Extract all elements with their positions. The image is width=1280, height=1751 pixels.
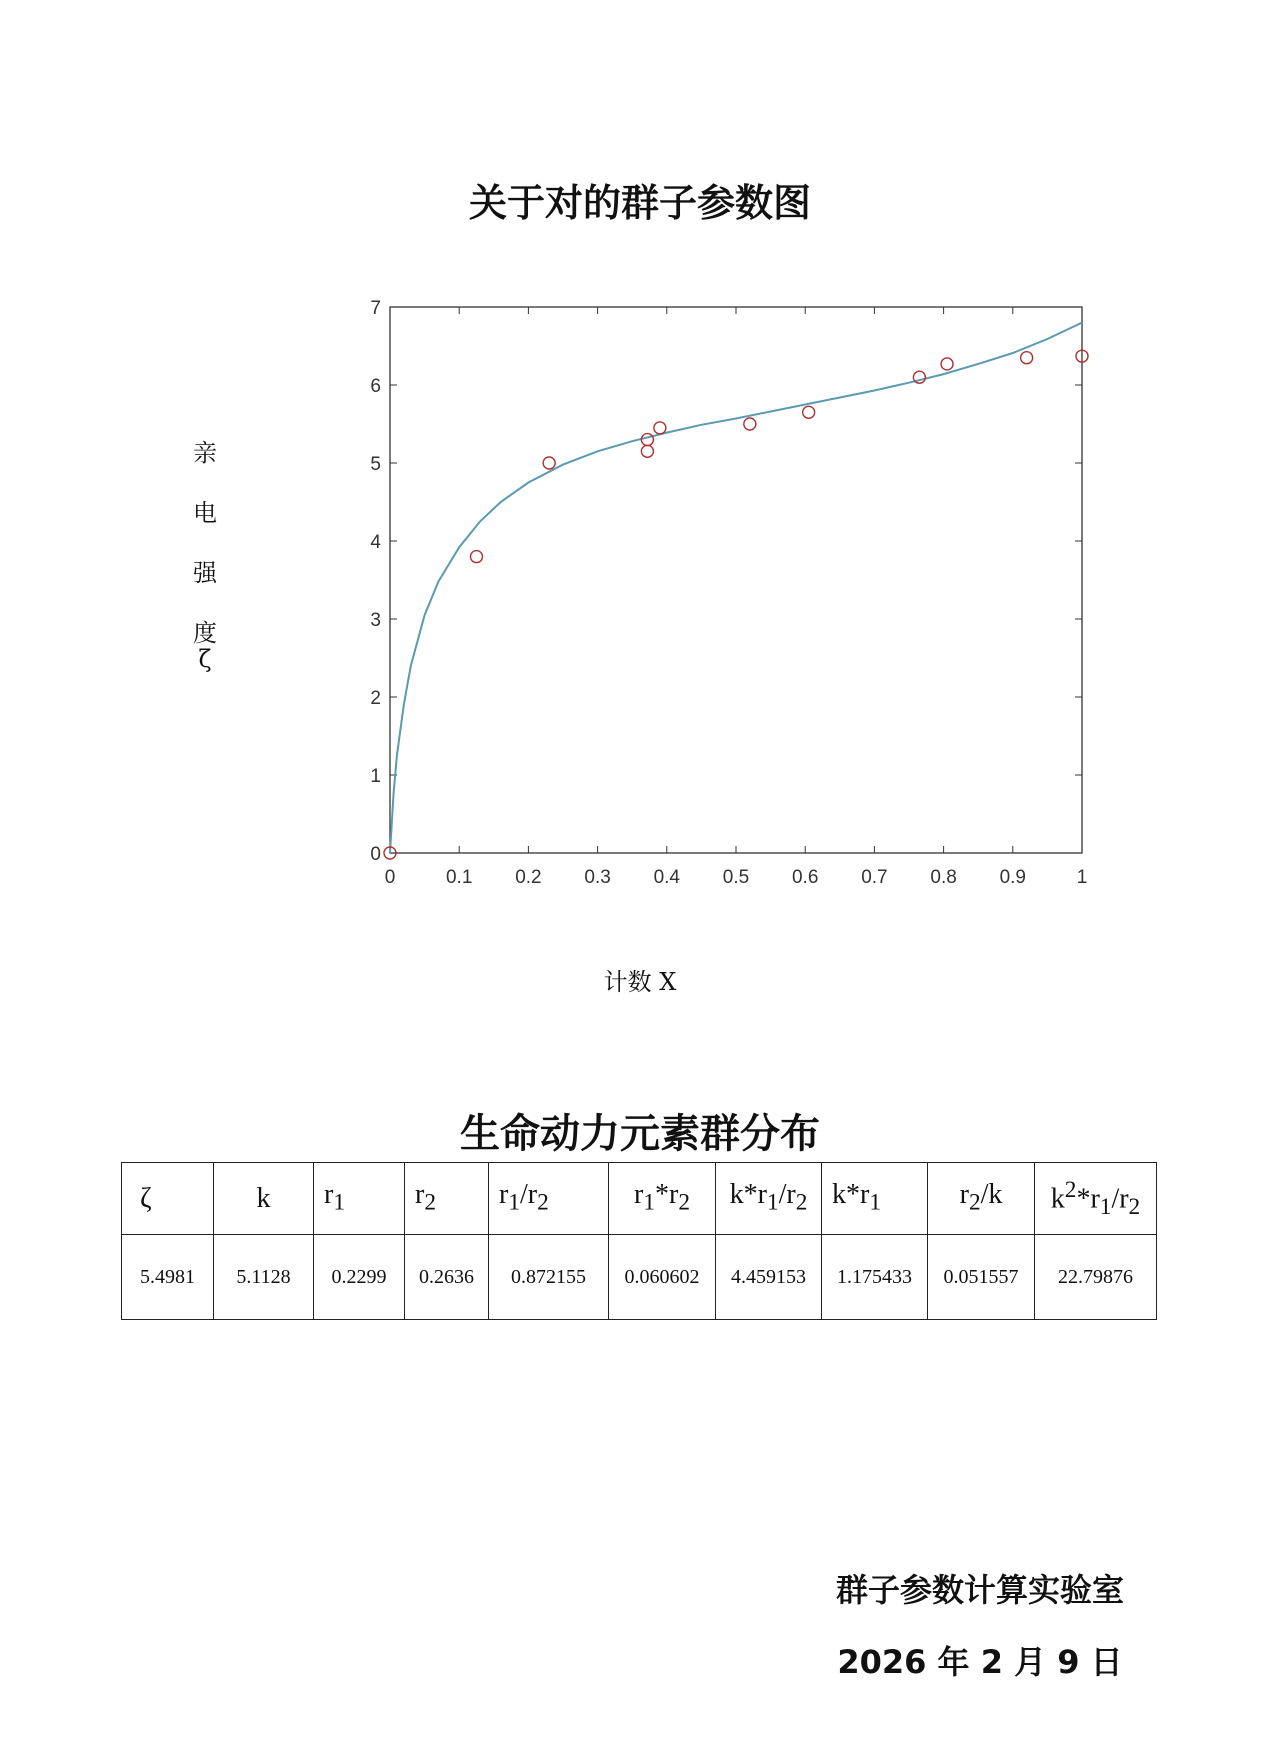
table-header-cell: $r_1/r_2$	[489, 1163, 609, 1235]
table-value-cell: 0.051557	[928, 1235, 1035, 1320]
table-value-cell: 5.4981	[122, 1235, 214, 1320]
y-tick-label: 3	[370, 610, 381, 631]
table-header-cell: $k^2*r_1/r_2$	[1035, 1163, 1157, 1235]
table-header-cell: ζ	[122, 1163, 214, 1235]
y-axis-label-char: 度	[193, 619, 217, 647]
x-tick-label: 0.4	[653, 867, 681, 888]
y-axis-label-char: 亲	[193, 439, 217, 467]
y-axis-label	[190, 438, 220, 674]
document-date: 2026 年 2 月 9 日	[837, 1643, 1123, 1681]
table-header-cell: $r_1*r_2$	[609, 1163, 716, 1235]
y-tick-label: 2	[370, 688, 381, 709]
table-header-cell: $r_2/k$	[928, 1163, 1035, 1235]
fit-curve-line	[390, 323, 1082, 853]
y-axis-label-char: 电	[193, 499, 217, 527]
y-tick-label: 7	[370, 298, 381, 319]
x-tick-label: 0	[384, 867, 396, 888]
data-point	[654, 422, 666, 434]
data-point	[941, 358, 953, 370]
table-value-cell: 0.2636	[405, 1235, 489, 1320]
table-value-cell: 1.175433	[822, 1235, 928, 1320]
table-header-cell: k	[214, 1163, 314, 1235]
table-header-cell: $r_1$	[314, 1163, 405, 1235]
table-value-cell: 0.2299	[314, 1235, 405, 1320]
x-tick-label: 0.7	[861, 867, 888, 888]
y-tick-label: 5	[370, 454, 381, 475]
x-tick-label: 1	[1076, 867, 1088, 888]
x-tick-label: 0.1	[445, 867, 473, 888]
x-tick-label: 0.9	[999, 867, 1027, 888]
plot-frame	[390, 307, 1082, 853]
scatter-chart	[360, 295, 1100, 915]
x-axis-label: 计数 X	[603, 968, 677, 996]
table-value-cell: 0.872155	[489, 1235, 609, 1320]
y-axis-label-char: 强	[193, 559, 217, 587]
lab-name: 群子参数计算实验室	[835, 1571, 1124, 1609]
table-value-cell: 4.459153	[716, 1235, 822, 1320]
data-point	[1021, 352, 1033, 364]
data-point	[744, 418, 756, 430]
y-axis-label-char: ζ	[198, 645, 212, 673]
data-point	[471, 551, 483, 563]
table-value-cell: 0.060602	[609, 1235, 716, 1320]
data-point	[543, 457, 555, 469]
parameter-table	[121, 1162, 1157, 1320]
x-tick-label: 0.3	[584, 867, 611, 888]
x-tick-label: 0.5	[722, 867, 750, 888]
data-point	[913, 371, 925, 383]
x-tick-label: 0.8	[930, 867, 957, 888]
table-header-row	[122, 1163, 1157, 1235]
table-value-row	[122, 1235, 1157, 1320]
table-header-cell: $k*r_1/r_2$	[716, 1163, 822, 1235]
table-title: 生命动力元素群分布	[460, 1111, 820, 1157]
document-title: 关于对的群子参数图	[468, 181, 811, 225]
table-header-cell: $k*r_1$	[822, 1163, 928, 1235]
table-value-cell: 5.1128	[214, 1235, 314, 1320]
x-tick-label: 0.2	[515, 867, 542, 888]
table-header-cell: $r_2$	[405, 1163, 489, 1235]
table-value-cell: 22.79876	[1035, 1235, 1157, 1320]
data-point	[641, 445, 653, 457]
data-point	[641, 434, 653, 446]
y-tick-label: 1	[370, 766, 381, 787]
y-tick-label: 4	[370, 532, 381, 553]
x-tick-label: 0.6	[791, 867, 819, 888]
y-tick-label: 0	[370, 844, 381, 865]
y-tick-label: 6	[370, 376, 381, 397]
data-point	[803, 406, 815, 418]
